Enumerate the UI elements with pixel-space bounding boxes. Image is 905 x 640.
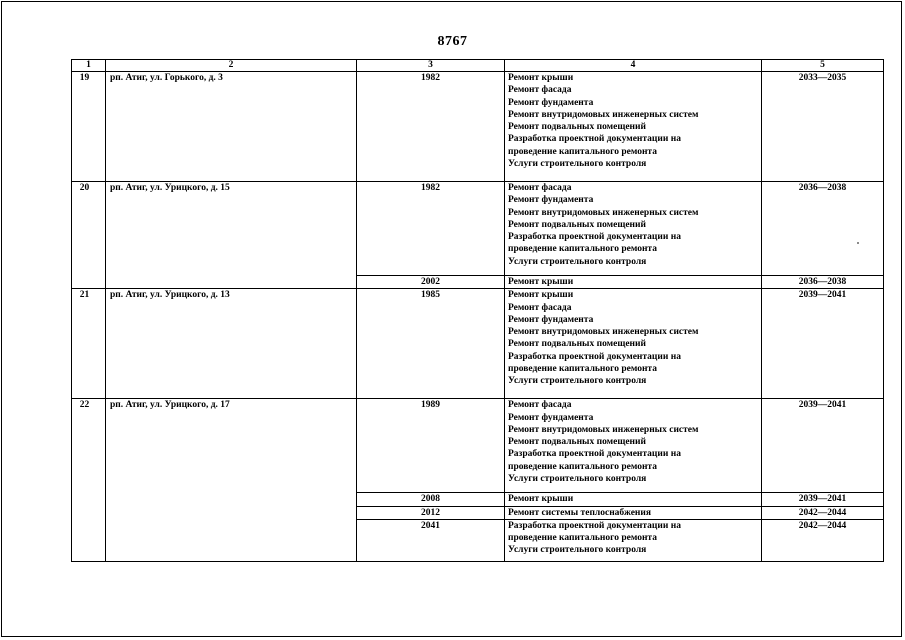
work-item: Ремонт подвальных помещений	[508, 122, 646, 133]
column-header: 5	[762, 60, 884, 72]
work-item: Ремонт фундамента	[508, 97, 594, 108]
last-repair-year: 1985	[357, 289, 505, 399]
work-item: Ремонт фасада	[508, 400, 572, 411]
table-row	[72, 182, 884, 276]
work-item: проведение капитального ремонта	[508, 146, 657, 157]
column-header: 2	[106, 60, 357, 72]
work-item: Ремонт крыши	[508, 277, 574, 287]
planned-period: 2039—2041	[762, 289, 884, 399]
work-types	[505, 519, 762, 561]
row-number: 21	[72, 289, 106, 399]
row-number: 22	[72, 399, 106, 562]
work-item: Ремонт фасада	[508, 302, 572, 313]
work-item: Ремонт фундамента	[508, 314, 594, 325]
scan-speck	[857, 242, 859, 244]
last-repair-year: 2012	[357, 506, 505, 519]
work-item: Услуги строительного контроля	[508, 256, 647, 267]
planned-period: 2033—2035	[762, 72, 884, 182]
work-types	[505, 72, 762, 182]
last-repair-year: 1989	[357, 399, 505, 493]
work-item: Ремонт фундамента	[508, 195, 594, 206]
work-item: проведение капитального ремонта	[508, 533, 657, 544]
work-types	[505, 276, 762, 289]
building-address: рп. Атиг, ул. Горького, д. 3	[106, 72, 357, 182]
work-item: Ремонт подвальных помещений	[508, 219, 646, 230]
building-address: рп. Атиг, ул. Урицкого, д. 13	[106, 289, 357, 399]
work-item: Ремонт внутридомовых инженерных систем	[508, 327, 699, 338]
last-repair-year: 2041	[357, 519, 505, 561]
last-repair-year: 2008	[357, 493, 505, 506]
work-item: Услуги строительного контроля	[508, 159, 647, 170]
work-types	[505, 182, 762, 276]
building-address: рп. Атиг, ул. Урицкого, д. 15	[106, 182, 357, 289]
work-item: Ремонт подвальных помещений	[508, 437, 646, 448]
planned-period: 2039—2041	[762, 493, 884, 506]
work-types	[505, 289, 762, 399]
row-number: 20	[72, 182, 106, 289]
last-repair-year: 1982	[357, 72, 505, 182]
planned-period: 2042—2044	[762, 519, 884, 561]
page-number: 8767	[437, 34, 468, 49]
work-types	[505, 493, 762, 506]
table-row	[72, 289, 884, 399]
work-item: Ремонт внутридомовых инженерных систем	[508, 424, 699, 435]
work-item: Разработка проектной документации на	[508, 449, 681, 460]
building-address: рп. Атиг, ул. Урицкого, д. 17	[106, 399, 357, 562]
work-item: Ремонт крыши	[508, 494, 574, 505]
work-item: проведение капитального ремонта	[508, 461, 657, 472]
last-repair-year: 2002	[357, 276, 505, 289]
work-item: Разработка проектной документации на	[508, 520, 681, 531]
last-repair-year: 1982	[357, 182, 505, 276]
work-item: Разработка проектной документации на	[508, 232, 681, 243]
column-header: 3	[357, 60, 505, 72]
planned-period: 2042—2044	[762, 506, 884, 519]
row-number: 19	[72, 72, 106, 182]
work-item: Ремонт внутридомовых инженерных систем	[508, 207, 699, 218]
column-header: 4	[505, 60, 762, 72]
work-item: Ремонт системы теплоснабжения	[508, 507, 652, 518]
work-item: Услуги строительного контроля	[508, 545, 647, 556]
planned-period: 2036—2038	[762, 276, 884, 289]
planned-period: 2039—2041	[762, 399, 884, 493]
work-item: проведение капитального ремонта	[508, 364, 657, 375]
work-item: Ремонт крыши	[508, 73, 574, 83]
repair-schedule-table	[71, 59, 884, 562]
work-item: Услуги строительного контроля	[508, 474, 647, 485]
work-item: Разработка проектной документации на	[508, 351, 681, 362]
table-row	[72, 399, 884, 493]
column-header: 1	[72, 60, 106, 72]
table-row	[72, 72, 884, 182]
work-item: Ремонт фасада	[508, 183, 572, 193]
table-body	[72, 72, 884, 562]
work-types	[505, 506, 762, 519]
work-types	[505, 399, 762, 493]
work-item: проведение капитального ремонта	[508, 244, 657, 255]
work-item: Ремонт подвальных помещений	[508, 339, 646, 350]
work-item: Ремонт фасада	[508, 85, 572, 96]
work-item: Ремонт внутридомовых инженерных систем	[508, 109, 699, 120]
planned-period: 2036—2038	[762, 182, 884, 276]
work-item: Разработка проектной документации на	[508, 134, 681, 145]
work-item: Ремонт фундамента	[508, 412, 594, 423]
work-item: Ремонт крыши	[508, 290, 574, 301]
header-row	[72, 60, 884, 72]
work-item: Услуги строительного контроля	[508, 376, 647, 387]
